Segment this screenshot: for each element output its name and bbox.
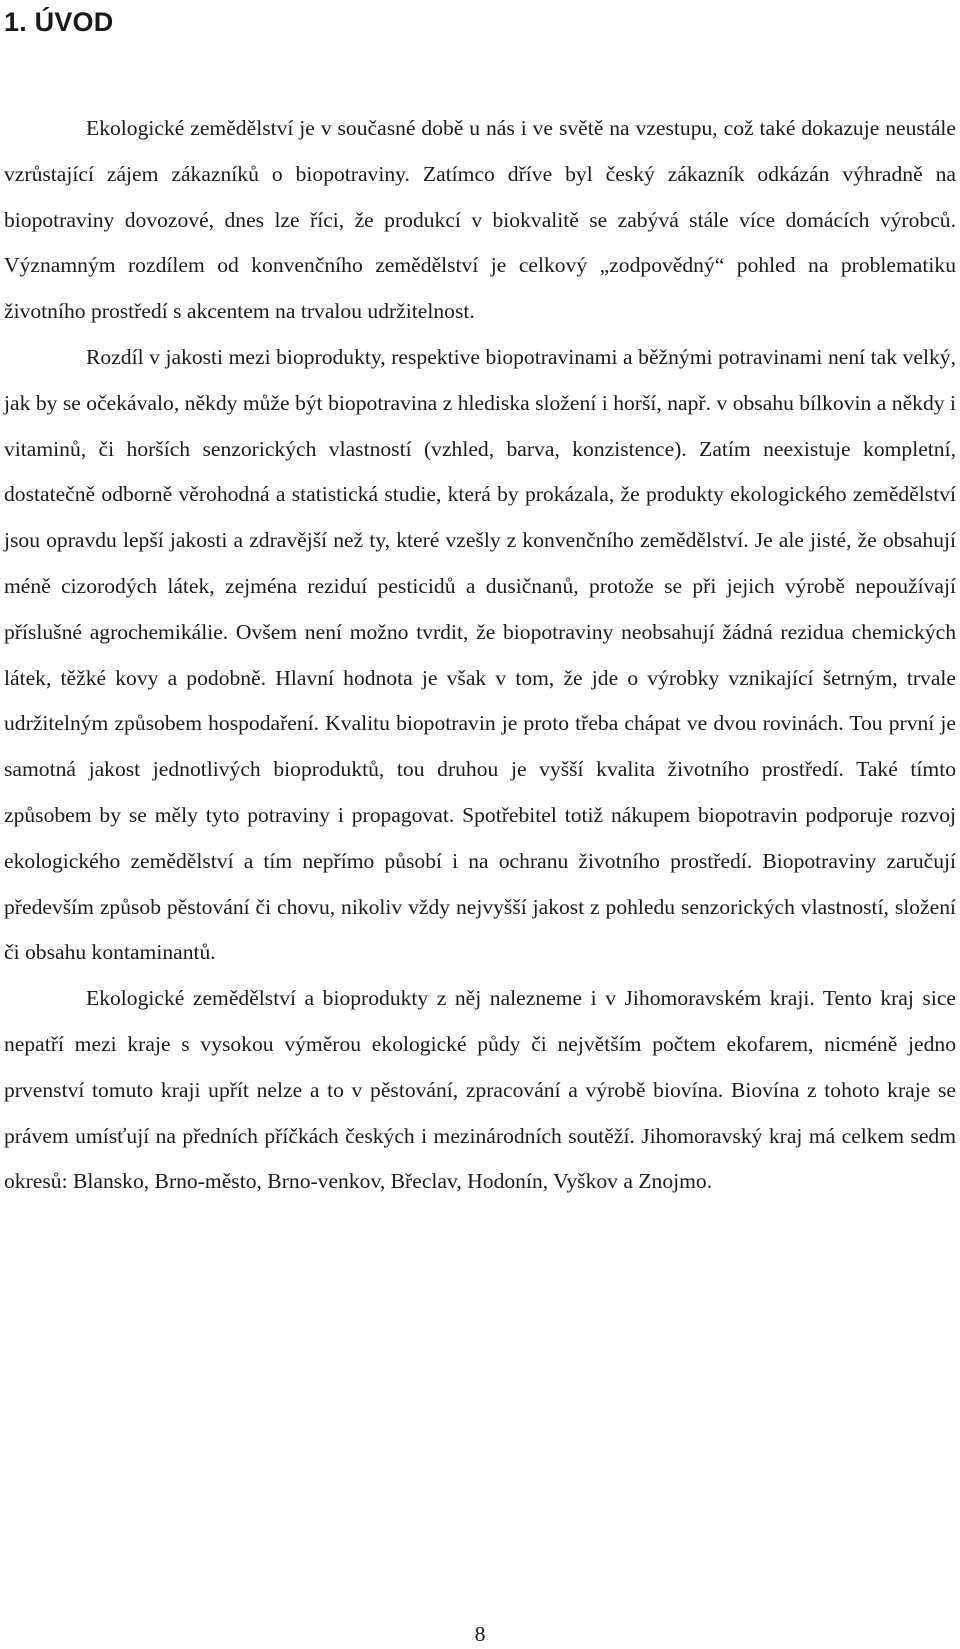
page-number: 8	[474, 1622, 486, 1646]
paragraph-intro: Ekologické zemědělství je v současné době u nás i ve světě na vzestupu, což také dokazuje neustále vzrůstající zájem zákazníků o biopotraviny. Zatímco dříve byl český zákazník odkázán výhradně na biopotraviny dovozové, dnes lze říci, že produkcí v biokvalitě se zabývá stále více domácích výrobců. Významným rozdílem od konvenčního zemědělství je celkový „zodpovědný“ pohled na problematiku životního prostředí s akcentem na trvalou udržitelnost.	[4, 116, 956, 324]
chapter-body	[4, 106, 956, 1205]
chapter-heading: 1. ÚVOD	[4, 7, 114, 37]
paragraph-quality: Rozdíl v jakosti mezi bioprodukty, respektive biopotravinami a běžnými potravinami není tak velký, jak by se očekávalo, někdy může být biopotravina z hlediska složení i horší, např. v obsahu bílkovin a někdy i vitaminů, či horších senzorických vlastností (vzhled, barva, konzistence). Zatím neexistuje kompletní, dostatečně odborně věrohodná a statistická studie, která by prokázala, že produkty ekologického zemědělství jsou opravdu lepší jakosti a zdravější než ty, které vzešly z konvenčního zemědělství. Je ale jisté, že obsahují méně cizorodých látek, zejména reziduí pesticidů a dusičnanů, protože se při jejich výrobě nepoužívají příslušné agrochemikálie. Ovšem není možno tvrdit, že biopotraviny neobsahují žádná rezidua chemických látek, těžké kovy a podobně. Hlavní hodnota je však v tom, že jde o výrobky vznikající šetrným, trvale udržitelným způsobem hospodaření. Kvalitu biopotravin je proto třeba chápat ve dvou rovinách. Tou první je samotná jakost jednotlivých bioproduktů, tou druhou je vyšší kvalita životního prostředí. Také tímto způsobem by se měly tyto potraviny i propagovat. Spotřebitel totiž nákupem biopotravin podporuje rozvoj ekologického zemědělství a tím nepřímo působí i na ochranu životního prostředí. Biopotraviny zaručují především způsob pěstování či chovu, nikoliv vždy nejvyšší jakost z pohledu senzorických vlastností, složení či obsahu kontaminantů.	[4, 344, 956, 965]
paragraph-region: Ekologické zemědělství a bioprodukty z něj nalezneme i v Jihomoravském kraji. Tento kraj sice nepatří mezi kraje s vysokou výměrou ekologické půdy či největším počtem ekofarem, nicméně jedno prvenství tomuto kraji upřít nelze a to v pěstování, zpracování a výrobě biovína. Biovína z tohoto kraje se právem umísťují na předních příčkách českých i mezinárodních soutěží. Jihomoravský kraj má celkem sedm okresů: Blansko, Brno-město, Brno-venkov, Břeclav, Hodonín, Vyškov a Znojmo.	[4, 986, 956, 1194]
